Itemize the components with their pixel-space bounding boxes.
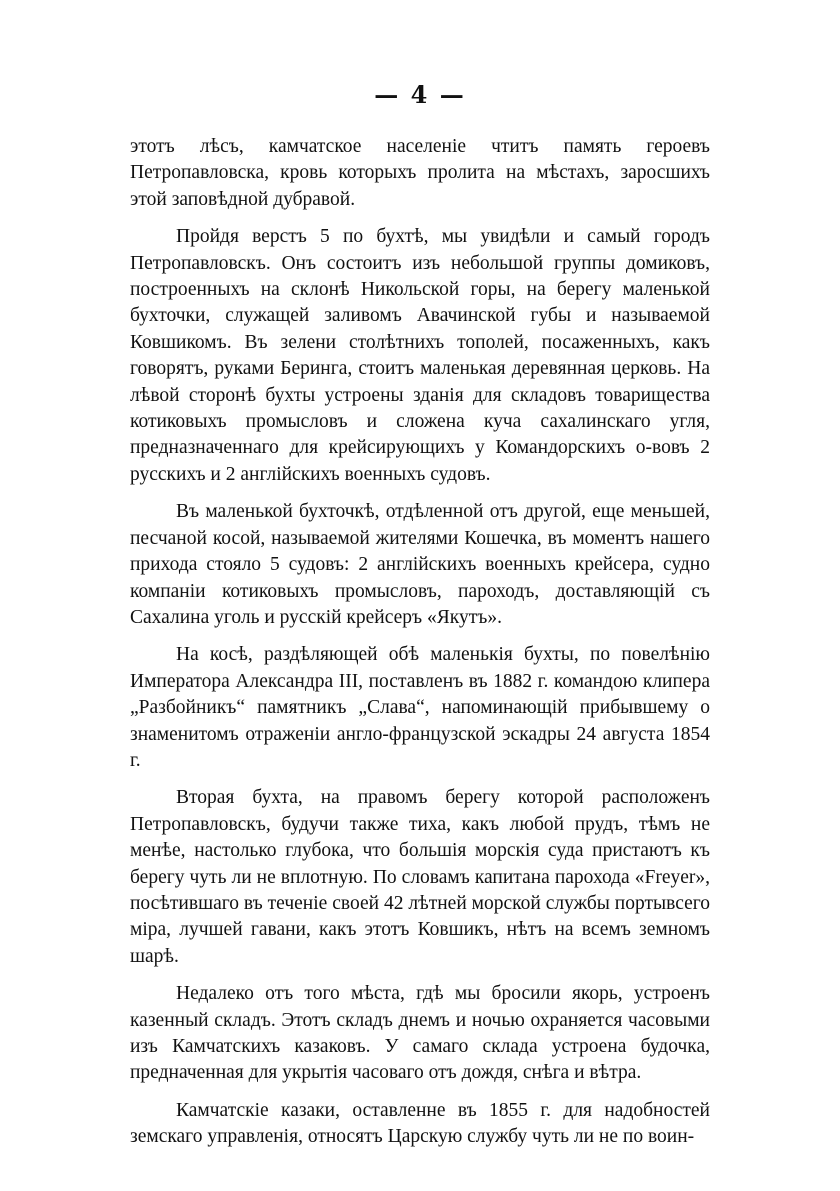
paragraph-warehouse: Недалеко отъ того мѣста, гдѣ мы бросили якорь, устроенъ казенный складъ. Этотъ складъ днемъ и ночью охраняется часовыми изъ Камчатскихъ казаковъ. У самаго склада устроена будочка, предначенная для укрытія часоваго отъ дождя, снѣга и вѣтра. bbox=[130, 983, 710, 1084]
paragraph-small-bay: Въ маленькой бухточкѣ, отдѣленной отъ другой, еще меньшей, песчаной косой, называемой жителями Кошечка, въ моментъ нашего прихода стояло 5 судовъ: 2 англійскихъ военныхъ крейсера, судно компаніи котиковыхъ промысловъ, пароходъ, доставляющій съ Сахалина уголь и русскій крейсеръ «Якутъ». bbox=[130, 501, 710, 628]
paragraph-cossacks: Камчатскіе казаки, оставленне въ 1855 г. для надобностей земскаго управленія, относятъ Царскую службу чуть ли не по воин- bbox=[130, 1099, 710, 1148]
paragraph-petropavlovsk-town: Пройдя верстъ 5 по бухтѣ, мы увидѣли и самый городъ Петропавловскъ. Онъ состоитъ изъ небольшой группы домиковъ, построенныхъ на склонѣ Никольской горы, на берегу маленькой бухточки, служащей заливомъ Авачинской губы и называемой Ковшикомъ. Въ зелени столѣтнихъ тополей, посаженныхъ, какъ говорятъ, руками Беринга, стоитъ маленькая деревянная церковь. На лѣвой сторонѣ бухты устроены зданія для складовъ товарищества котиковыхъ промысловъ и сложена куча сахалинскаго угля, предназначеннаго для крейсирующихъ у Командорскихъ о-вовъ 2 русскихъ и 2 англійскихъ военныхъ судовъ. bbox=[130, 226, 710, 485]
paragraph-monument: На косѣ, раздѣляющей обѣ маленькія бухты, по повелѣнію Императора Александра III, поставленъ въ 1882 г. командою клипера „Разбойникъ“ памятникъ „Слава“, напоминающій прибывшему о знаменитомъ отраженіи англо-французской эскадры 24 августа 1854 г. bbox=[130, 644, 710, 771]
paragraph-continuation: этотъ лѣсъ, камчатское населеніе чтитъ память героевъ Петропавловска, кровь которыхъ пролита на мѣстахъ, заросшихъ этой заповѣдной дубравой. bbox=[130, 136, 710, 210]
paragraph-second-bay: Вторая бухта, на правомъ берегу которой расположенъ Петропавловскъ, будучи также тиха, какъ любой прудъ, тѣмъ не менѣе, настолько глубока, что большія морскія суда пристаютъ къ берегу чуть ли не вплотную. По словамъ капитана парохода «Freyer», посѣтившаго въ теченіе своей 42 лѣтней морской службы портывсего міра, лучшей гавани, какъ этотъ Ковшикъ, нѣтъ на всемъ земномъ шарѣ. bbox=[130, 787, 710, 967]
page-number: — 4 — bbox=[374, 80, 466, 109]
body-text bbox=[130, 134, 710, 1162]
